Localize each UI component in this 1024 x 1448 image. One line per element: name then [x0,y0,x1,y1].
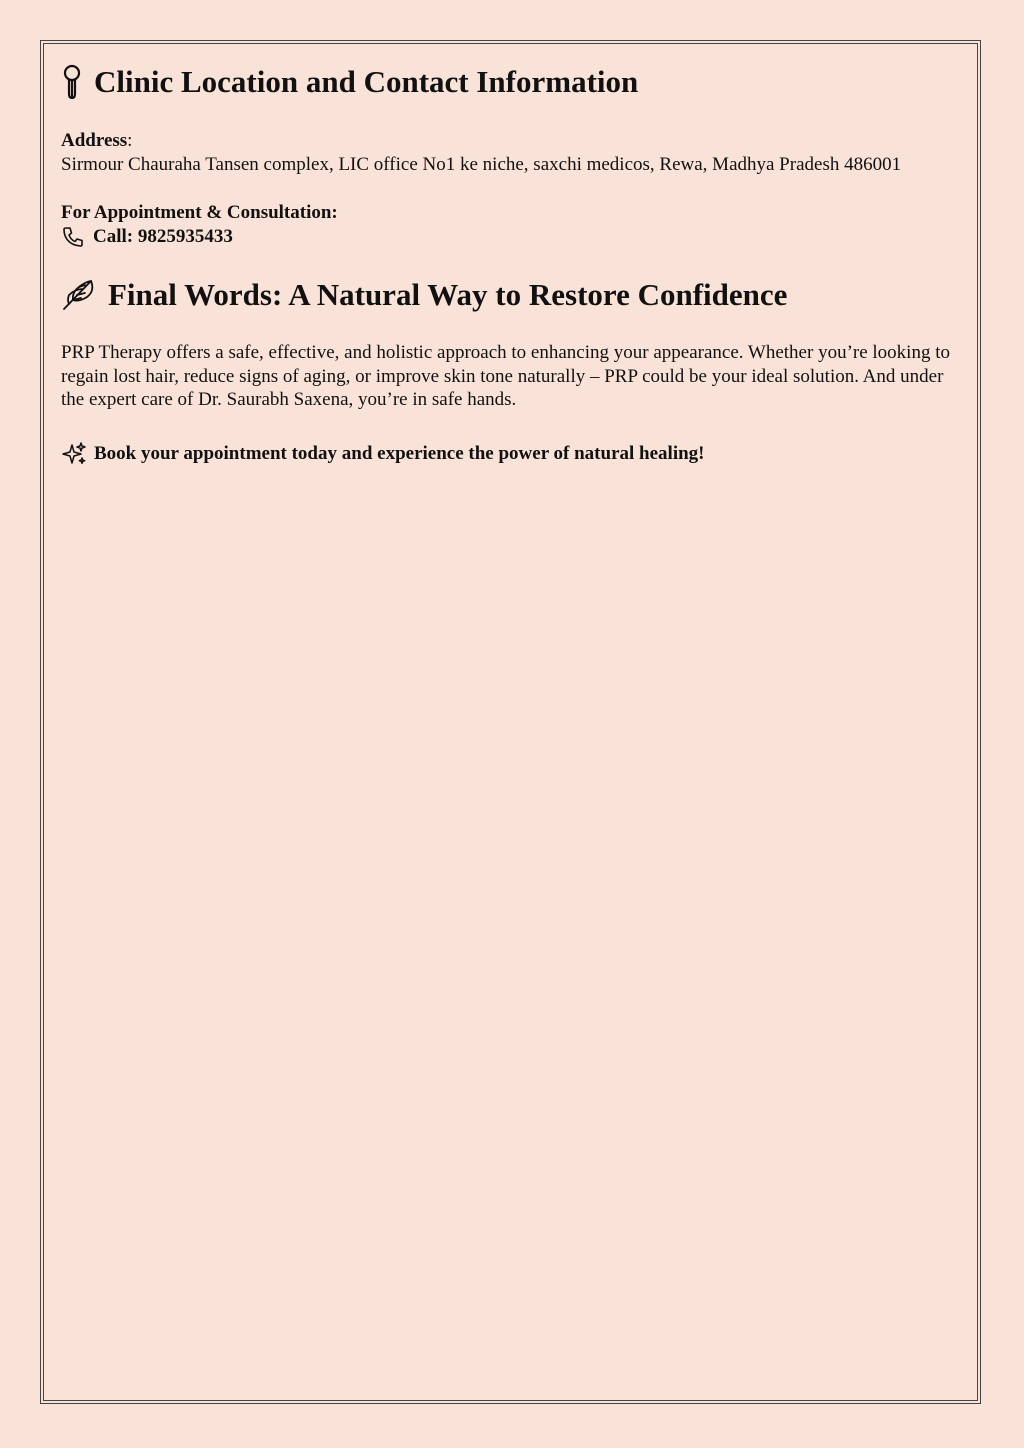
final-paragraph: PRP Therapy offers a safe, effective, and holistic approach to enhancing your appearance. Whether you’re looking to regain lost hair, reduce signs of aging, or improve skin tone naturally – PRP could be your ideal solution. And under the expert care of Dr. Saurabh Saxena, you’re in safe hands. [61,342,950,411]
final-heading [61,277,951,313]
address-colon: : [127,130,133,151]
address-label: Address [61,130,128,151]
call-text: Call: 9825935433 [93,225,233,247]
phone-icon [61,225,87,249]
final-paragraph-block [61,341,951,412]
map-pin-icon [61,64,87,100]
address-label-line [61,129,951,153]
appointment-block [61,201,951,249]
final-heading-text: Final Words: A Natural Way to Restore Confidence [108,276,788,312]
cta-text: Book your appointment today and experience the power of natural healing! [94,442,705,464]
appointment-label: For Appointment & Consultation: [61,202,338,223]
location-heading-text: Clinic Location and Contact Information [94,64,639,100]
cta-line [61,441,951,467]
call-line [61,225,951,249]
location-heading [61,64,951,100]
sparkle-icon [61,441,87,467]
leaf-icon [61,277,99,311]
address-text: Sirmour Chauraha Tansen complex, LIC office No1 ke niche, saxchi medicos, Rewa, Madhya Pradesh 486001 [61,153,902,175]
address-block [61,129,951,176]
document-content [61,64,951,467]
